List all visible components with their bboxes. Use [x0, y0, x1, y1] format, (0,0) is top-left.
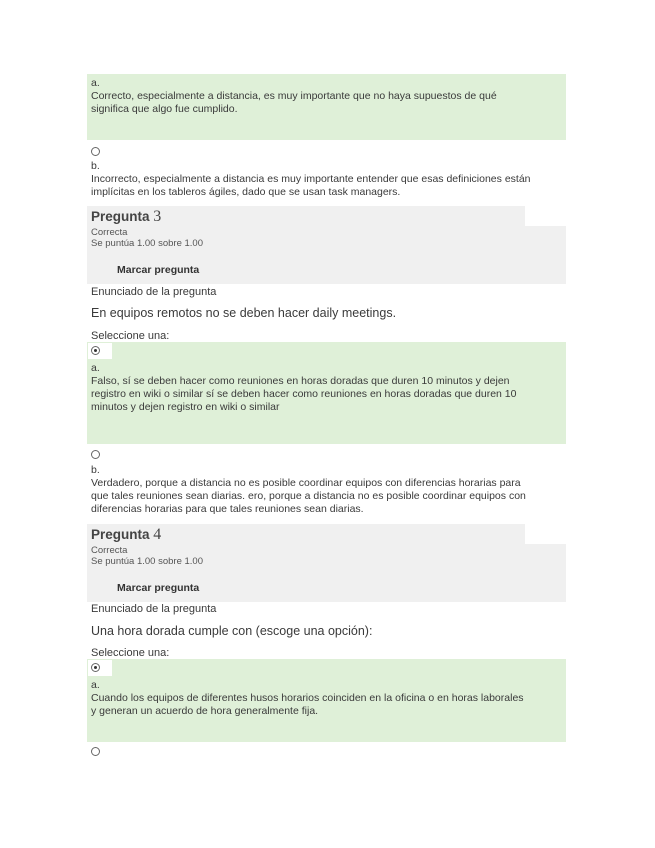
q3-option-b-letter: b.	[91, 464, 100, 476]
q2-option-a-letter: a.	[91, 77, 100, 89]
q4-statement-label: Enunciado de la pregunta	[91, 603, 217, 615]
q2-option-b-text-1: Incorrecto, especialmente a distancia es muy importante entender que esas definiciones están	[91, 173, 531, 185]
q3-option-a-text-2: registro en wiki o similar sí se deben hacer como reuniones en horas doradas que duren 10	[91, 388, 517, 400]
q3-option-a-text-1: Falso, sí se deben hacer como reuniones en horas doradas que duren 10 minutos y dejen	[91, 375, 510, 387]
q3-option-b-text-2: que tales reuniones sean diarias. ero, porque a distancia no es posible coordinar equipos con	[91, 490, 526, 502]
q3-title-number: 3	[153, 208, 162, 225]
q3-flag-button[interactable]: Marcar pregunta	[117, 264, 200, 276]
q3-title	[91, 208, 161, 226]
q4-option-b-radio[interactable]	[91, 747, 100, 756]
q3-score: Se puntúa 1.00 sobre 1.00	[91, 238, 203, 249]
q4-score: Se puntúa 1.00 sobre 1.00	[91, 556, 203, 567]
q4-option-a-radio[interactable]	[91, 663, 100, 672]
q4-title-label: Pregunta	[91, 527, 150, 542]
q2-option-b-text-2: implícitas en los tableros ágiles, dado que se usan task managers.	[91, 186, 401, 198]
q4-option-a-text-2: y generan un acuerdo de hora generalmente fija.	[91, 705, 319, 717]
q3-option-b-text-1: Verdadero, porque a distancia no es posible coordinar equipos con diferencias horarias para	[91, 477, 521, 489]
q3-status: Correcta	[91, 227, 128, 238]
q4-flag-button[interactable]: Marcar pregunta	[117, 582, 200, 594]
q3-option-a-text-3: minutos y dejen registro en wiki o similar	[91, 401, 280, 413]
q4-status: Correcta	[91, 545, 128, 556]
q3-question-text: En equipos remotos no se deben hacer daily meetings.	[91, 306, 397, 320]
q3-statement-label: Enunciado de la pregunta	[91, 286, 217, 298]
q4-select-prompt: Seleccione una:	[91, 647, 170, 659]
q4-question-text: Una hora dorada cumple con (escoge una opción):	[91, 624, 373, 638]
q3-option-b-radio[interactable]	[91, 450, 100, 459]
q3-option-a-radio[interactable]	[91, 346, 100, 355]
q2-option-b-radio[interactable]	[91, 147, 100, 156]
q2-option-a-text-1: Correcto, especialmente a distancia, es muy importante que no haya supuestos de qué	[91, 90, 497, 102]
q3-select-prompt: Seleccione una:	[91, 330, 170, 342]
q4-title-number: 4	[153, 526, 162, 543]
q3-option-b-text-3: diferencias horarias para que tales reuniones sean diarias.	[91, 503, 364, 515]
q2-option-b-letter: b.	[91, 160, 100, 172]
q3-title-label: Pregunta	[91, 209, 150, 224]
q4-option-a-letter: a.	[91, 679, 100, 691]
q3-option-a-letter: a.	[91, 362, 100, 374]
q2-option-a-text-2: significa que algo fue cumplido.	[91, 103, 238, 115]
q4-option-a-text-1: Cuando los equipos de diferentes husos horarios coinciden en la oficina o en horas laborales	[91, 692, 524, 704]
q4-title	[91, 526, 161, 544]
